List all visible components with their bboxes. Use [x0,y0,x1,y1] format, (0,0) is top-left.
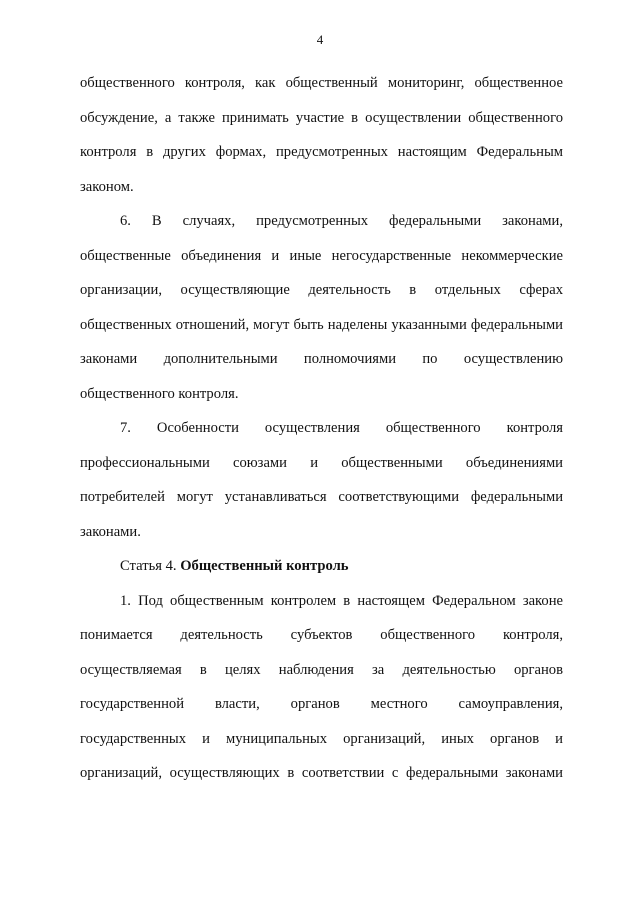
document-body [80,66,563,791]
article-title: Общественный контроль [180,558,349,574]
paragraph-item-7: 7. Особенности осуществления общественного контроля профессиональными союзами и общественными объединениями потребителей могут устанавливаться соответствующими федеральными законами. [80,420,563,540]
article-heading [80,549,563,584]
paragraph-continuation: общественного контроля, как общественный мониторинг, общественное обсуждение, а также принимать участие в осуществлении общественного контроля в других формах, предусмотренных настоящим Федеральным законом. [80,75,563,195]
paragraph-item-6: 6. В случаях, предусмотренных федеральными законами, общественные объединения и иные негосударственные некоммерческие организации, осуществляющие деятельность в отдельных сферах общественных отношений, могут быть наделены указанными федеральными законами дополнительными полномочиями по осуществлению общественного контроля. [80,213,563,402]
page-number: 4 [316,32,324,47]
paragraph-article4-item-1: 1. Под общественным контролем в настоящем Федеральном законе понимается деятельность субъектов общественного контроля, осуществляемая в целях наблюдения за деятельностью органов государственной власти, органов местного самоуправления, государственных и муниципальных организаций, иных органов и организаций, осуществляющих в соответствии с федеральными законами [80,592,563,781]
article-number: Статья 4. [120,558,181,574]
